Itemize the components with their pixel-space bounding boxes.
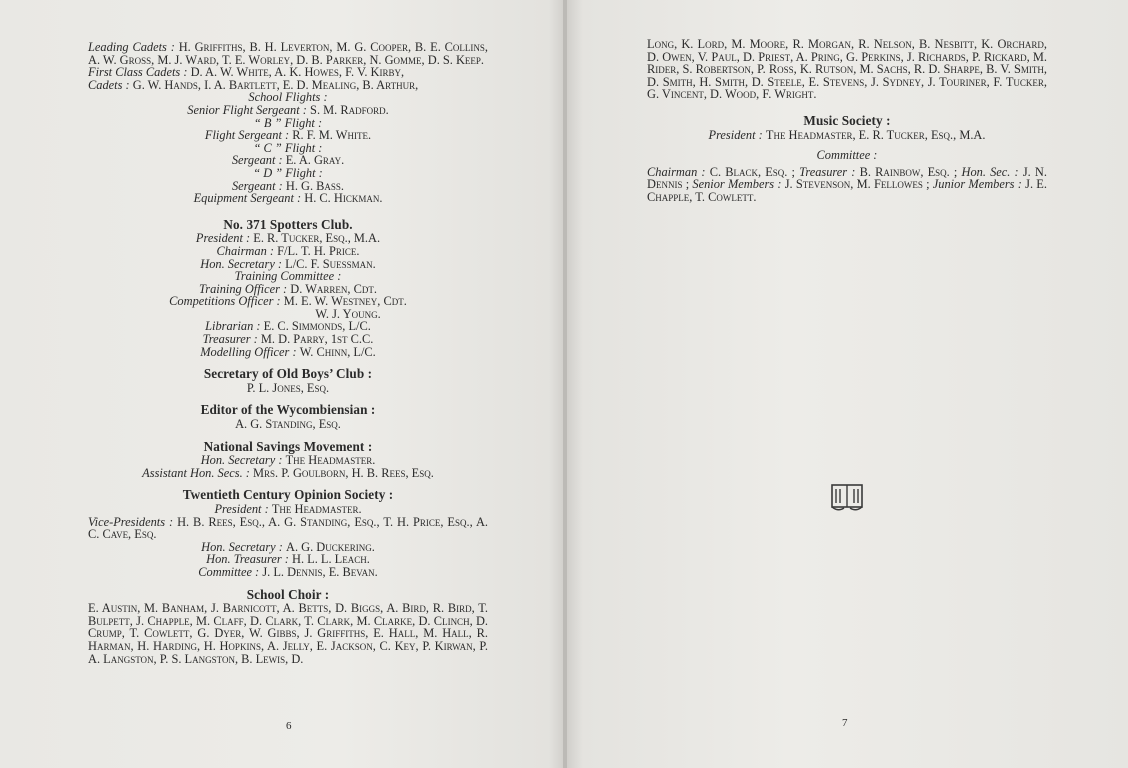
training-officer-name: D. Warren, Cdt.	[290, 281, 377, 296]
d-flight-heading: “ D ” Flight :	[253, 165, 323, 180]
training-committee-heading: Training Committee :	[234, 269, 342, 284]
librarian-label: Librarian :	[205, 319, 261, 334]
spotters-treasurer-name: M. D. Parry, 1st C.C.	[260, 332, 374, 347]
music-treasurer-label: Treasurer :	[799, 164, 856, 179]
c-flight-heading: “ C ” Flight :	[253, 140, 323, 155]
music-society-heading: Music Society :	[803, 112, 891, 128]
first-class-names: D. A. W. White, A. K. Howes, F. V. Kirby,	[190, 65, 405, 80]
b-flight-heading: “ B ” Flight :	[253, 115, 323, 130]
music-chairman-name: C. Black, Esq. ;	[709, 164, 795, 179]
sergeant-c-name: E. A. Gray.	[285, 153, 345, 168]
music-secretary-name: J. N. Dennis ;	[647, 164, 1047, 192]
leading-cadets	[88, 41, 488, 66]
editor-heading: Editor of the Wycombiensian :	[200, 402, 376, 418]
opinion-vice-presidents	[88, 516, 488, 541]
left-page-text	[88, 41, 488, 665]
equipment-sergeant	[88, 192, 488, 205]
book-gutter	[563, 0, 567, 768]
opinion-vice-names: H. B. Rees, Esq., A. G. Standing, Esq., T. H. Price, Esq., A. C. Cave, Esq.	[88, 514, 488, 542]
music-senior-names: J. Stevenson, M. Fellowes ;	[784, 177, 930, 192]
savings-heading: National Savings Movement :	[203, 438, 373, 454]
competitions-label: Competitions Officer :	[169, 294, 281, 309]
school-flights-heading: School Flights :	[248, 90, 328, 105]
leading-cadets-names: H. Griffiths, B. H. Leverton, M. G. Cooper, B. E. Collins, A. W. Gross, M. J. Ward, T. E. Worley, D. B. Parker, N. Gomme, D. S. Keep.	[88, 40, 488, 67]
spotters-secretary-label: Hon. Secretary :	[200, 256, 283, 271]
music-treasurer-name: B. Rainbow, Esq. ;	[859, 164, 958, 179]
spotters-president-name: E. R. Tucker, Esq., M.A.	[253, 231, 381, 246]
school-choir-heading: School Choir :	[246, 586, 330, 602]
music-committee-heading: Committee :	[816, 148, 878, 163]
senior-flight-label: Senior Flight Sergeant :	[187, 102, 307, 117]
opinion-committee-names: J. L. Dennis, E. Bevan.	[262, 564, 378, 579]
opinion-president-label: President :	[214, 502, 269, 516]
opinion-committee	[88, 566, 488, 579]
sergeant-d-name: H. G. Bass.	[285, 178, 345, 193]
school-crest-icon	[830, 483, 864, 513]
equipment-name: H. C. Hickman.	[304, 191, 383, 206]
opinion-secretary-name: A. G. Duckering.	[286, 539, 375, 554]
savings-assistant-names: Mrs. P. Goulborn, H. B. Rees, Esq.	[253, 465, 434, 480]
music-junior-names: J. E. Chapple, T. Cowlett.	[647, 177, 1047, 204]
flight-sergeant-label: Flight Sergeant :	[204, 128, 290, 143]
page-number-right: 7	[842, 717, 848, 729]
old-boys-heading: Secretary of Old Boys’ Club :	[203, 366, 373, 382]
music-president	[647, 129, 1047, 142]
cadets-label: Cadets :	[88, 77, 130, 92]
flight-sergeant-name: R. F. M. White.	[292, 128, 372, 143]
senior-flight-sergeant	[88, 104, 488, 117]
school-choir-members: E. Austin, M. Banham, J. Barnicott, A. Betts, D. Biggs, A. Bird, R. Bird, T. Bulpett, J. Chapple, M. Claff, D. Clark, T. Clark, M. Clarke, D. Clinch, D. Crump, T. Cowlett, G. Dyer, W. Gibbs, J. Griffiths, E. Hall, M. Hall, R. Harman, H. Harding, H. Hopkins, A. Jelly, E. Jackson, C. Key, P. Kirwan, P. A. Langston, P. S. Langston, B. Lewis, D.	[88, 601, 488, 666]
flight-sergeant	[88, 129, 488, 142]
competitions-officer	[88, 295, 488, 308]
training-officer-label: Training Officer :	[199, 281, 288, 296]
savings-assistant-label: Assistant Hon. Secs. :	[142, 465, 250, 480]
sergeant-c-label: Sergeant :	[231, 153, 283, 168]
opinion-secretary-label: Hon. Secretary :	[201, 539, 283, 554]
right-page-text	[647, 38, 1047, 204]
savings-assistant	[88, 467, 488, 480]
spotters-secretary-name: L/C. F. Suessman.	[285, 256, 376, 271]
school-choir-continued: Long, K. Lord, M. Moore, R. Morgan, R. Nelson, B. Nesbitt, K. Orchard, D. Owen, V. Paul, D. Priest, A. Pring, G. Perkins, J. Richards, P. Rickard, M. Rider, S. Robertson, P. Ross, K. Rutson, M. Sachs, R. D. Sharpe, B. V. Smith, D. Smith, H. Smith, D. Steele, E. Stevens, J. Sydney, J. Touriner, F. Tucker, G. Vincent, D. Wood, F. Wright.	[647, 37, 1047, 102]
opinion-vice-label: Vice-Presidents :	[88, 514, 174, 529]
old-boys-secretary: P. L. Jones, Esq.	[246, 380, 330, 395]
savings-secretary-label: Hon. Secretary :	[200, 453, 283, 468]
senior-flight-name: S. M. Radford.	[310, 102, 389, 117]
page-number-left: 6	[286, 720, 292, 732]
competitions-officer-2: W. J. Young.	[315, 306, 381, 321]
music-junior-label: Junior Members :	[932, 177, 1022, 192]
music-president-label: President :	[708, 127, 763, 142]
opinion-treasurer-name: H. L. L. Leach.	[292, 552, 370, 567]
editor-name: A. G. Standing, Esq.	[235, 417, 341, 432]
modelling-name: W. Chinn, L/C.	[299, 344, 376, 359]
equipment-label: Equipment Sergeant :	[193, 191, 302, 206]
spotters-treasurer-label: Treasurer :	[202, 332, 258, 347]
opinion-committee-label: Committee :	[198, 564, 260, 579]
music-committee-members	[647, 166, 1047, 204]
leading-cadets-label: Leading Cadets :	[88, 40, 175, 54]
savings-secretary-name: The Headmaster.	[285, 453, 376, 468]
opinion-society-heading: Twentieth Century Opinion Society :	[182, 487, 394, 503]
modelling-officer	[88, 346, 488, 359]
spotters-president-label: President :	[195, 231, 251, 246]
music-chairman-label: Chairman :	[647, 164, 706, 179]
spotters-chairman-name: F/L. T. H. Price.	[277, 243, 360, 258]
spotters-club-heading: No. 371 Spotters Club.	[223, 216, 353, 232]
librarian-name: E. C. Simmonds, L/C.	[263, 319, 371, 334]
opinion-treasurer-label: Hon. Treasurer :	[206, 552, 289, 567]
sergeant-d-label: Sergeant :	[231, 178, 283, 193]
cadets-names: G. W. Hands, I. A. Bartlett, E. D. Mealing, B. Arthur,	[132, 77, 419, 92]
competitions-name: M. E. W. Westney, Cdt.	[283, 294, 407, 309]
opinion-president-name: The Headmaster.	[271, 502, 362, 516]
modelling-label: Modelling Officer :	[200, 344, 297, 359]
music-senior-label: Senior Members :	[692, 177, 782, 192]
music-president-name: The Headmaster, E. R. Tucker, Esq., M.A.	[765, 127, 986, 142]
first-class-label: First Class Cadets :	[88, 65, 188, 80]
music-secretary-label: Hon. Sec. :	[961, 164, 1019, 179]
spotters-chairman-label: Chairman :	[216, 243, 274, 258]
